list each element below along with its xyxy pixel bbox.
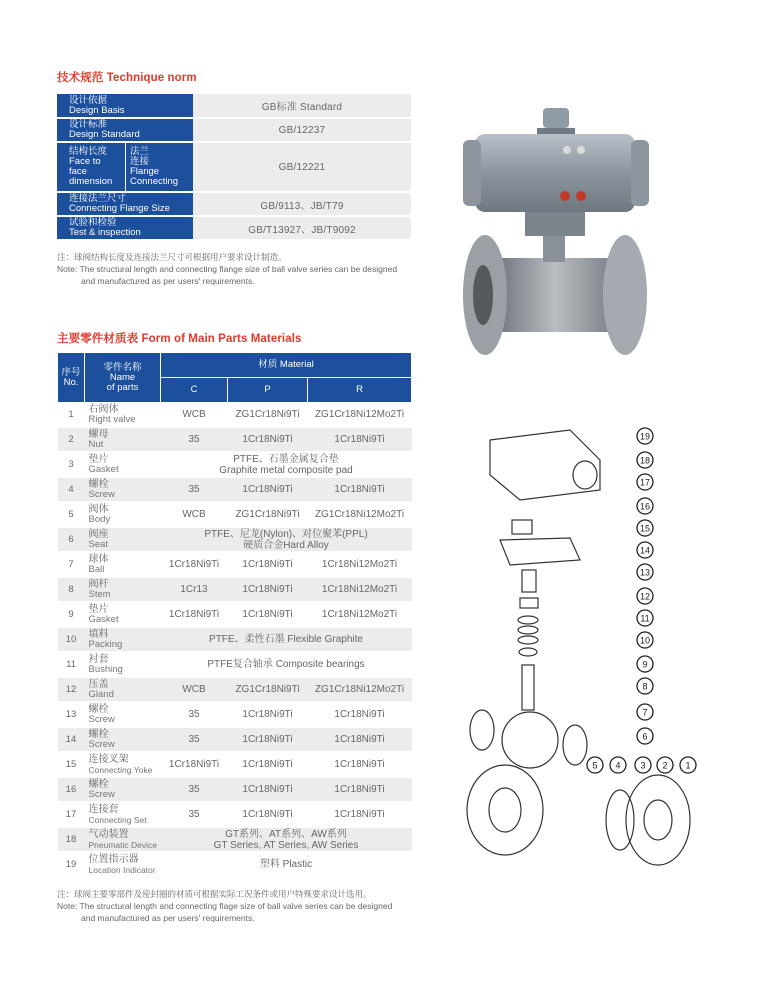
parts-row (58, 427, 412, 452)
row-part-name: 螺母 Nut (85, 427, 161, 452)
row-part-name: 压盖 Gland (85, 677, 161, 702)
tech-sublabel-flange: 法兰 连接 Flange Connecting (126, 143, 194, 191)
row-material-c: 1Cr13 (161, 577, 228, 602)
callout-label: 11 (640, 613, 650, 624)
parts-row (58, 777, 412, 802)
row-material-p: 1Cr18Ni9Ti (228, 427, 308, 452)
parts-row (58, 527, 412, 552)
row-no: 5 (58, 502, 85, 527)
row-no: 3 (58, 452, 85, 477)
row-material-span: PTFE、尼龙(Nylon)、对位聚苯(PPL) 硬质合金Hard Alloy (161, 527, 412, 552)
row-part-name: 阀体 Body (85, 502, 161, 527)
row-material-p: 1Cr18Ni9Ti (228, 802, 308, 827)
callout-label: 4 (615, 760, 621, 771)
row-material-span: 塑料 Plastic (161, 852, 412, 877)
row-material-c: 1Cr18Ni9Ti (161, 752, 228, 777)
parts-row (58, 477, 412, 502)
row-material-span: PTFE、石墨金属复合垫 Graphite metal composite pad (161, 452, 412, 477)
row-material-p: 1Cr18Ni9Ti (228, 777, 308, 802)
header-name: 零件名称 Name of parts (85, 353, 161, 403)
callout-label: 2 (662, 760, 668, 771)
header-no: 序号 No. (58, 353, 85, 403)
callout-label: 9 (642, 659, 648, 670)
parts-row (58, 752, 412, 777)
row-no: 12 (58, 677, 85, 702)
parts-row (58, 677, 412, 702)
row-material-p: ZG1Cr18Ni9Ti (228, 502, 308, 527)
row-no: 9 (58, 602, 85, 627)
row-part-name: 垫片 Gasket (85, 452, 161, 477)
parts-row (58, 577, 412, 602)
parts-note: 注：球阀主要零部件及密封圈的材质可根据实际工况条件或用户特殊要求设计选用。 Note: The structural length and connecting flage size of ball valve series can be designed and manufactured as per users' requirements. (57, 889, 393, 923)
parts-row (58, 652, 412, 677)
tech-label-face: 结构长度 Face to face dimension 法兰 连接 Flange Connecting (57, 142, 193, 192)
parts-row (58, 802, 412, 827)
row-no: 2 (58, 427, 85, 452)
tech-value-basis: GB标准 Standard (193, 94, 411, 118)
parts-row (58, 827, 412, 852)
row-part-name: 连接叉架 Connecting Yoke (85, 752, 161, 777)
valve-photo (455, 108, 655, 358)
row-part-name: 螺栓 Screw (85, 727, 161, 752)
callout-label: 1 (685, 760, 691, 771)
row-material-span: PTFE复合轴承 Composite bearings (161, 652, 412, 677)
row-no: 4 (58, 477, 85, 502)
row-no: 8 (58, 577, 85, 602)
tech-label-flange-size: 连接法兰尺寸 Connecting Flange Size (57, 192, 193, 216)
row-no: 19 (58, 852, 85, 877)
row-material-r: 1Cr18Ni9Ti (308, 702, 412, 727)
callout-label: 10 (639, 635, 651, 646)
row-material-c: WCB (161, 677, 228, 702)
row-material-c: 35 (161, 427, 228, 452)
row-no: 1 (58, 403, 85, 428)
row-material-span: PTFE、柔性石墨 Flexible Graphite (161, 627, 412, 652)
row-material-c: 1Cr18Ni9Ti (161, 552, 228, 577)
callout-label: 12 (639, 591, 651, 602)
callout-label: 15 (639, 523, 651, 534)
tech-value-standard: GB/12237 (193, 118, 411, 142)
row-part-name: 螺栓 Screw (85, 777, 161, 802)
row-no: 13 (58, 702, 85, 727)
row-no: 15 (58, 752, 85, 777)
row-part-name: 位置指示器 Location Indicator (85, 852, 161, 877)
row-part-name: 气动装置 Pneumatic Device (85, 827, 161, 852)
parts-row (58, 403, 412, 428)
row-material-p: 1Cr18Ni9Ti (228, 727, 308, 752)
parts-table (57, 352, 412, 878)
callout-label: 5 (592, 760, 598, 771)
row-material-c: 35 (161, 802, 228, 827)
row-material-p: 1Cr18Ni9Ti (228, 702, 308, 727)
row-part-name: 螺栓 Screw (85, 477, 161, 502)
row-material-r: 1Cr18Ni9Ti (308, 752, 412, 777)
row-no: 18 (58, 827, 85, 852)
header-material: 材质 Material (161, 353, 412, 378)
row-no: 14 (58, 727, 85, 752)
parts-row (58, 727, 412, 752)
technique-table (57, 94, 411, 241)
row-material-p: ZG1Cr18Ni9Ti (228, 403, 308, 428)
callout-label: 18 (639, 455, 651, 466)
row-material-p: 1Cr18Ni9Ti (228, 552, 308, 577)
row-material-r: 1Cr18Ni9Ti (308, 777, 412, 802)
parts-row (58, 702, 412, 727)
row-part-name: 阀杆 Stem (85, 577, 161, 602)
row-part-name: 填料 Packing (85, 627, 161, 652)
row-no: 10 (58, 627, 85, 652)
callout-label: 13 (639, 567, 651, 578)
row-part-name: 右阀体 Right valve (85, 403, 161, 428)
callout-label: 8 (642, 681, 648, 692)
callout-label: 6 (642, 731, 648, 742)
row-material-p: 1Cr18Ni9Ti (228, 602, 308, 627)
tech-label-standard: 设计标准 Design Standard (57, 118, 193, 142)
parts-row (58, 602, 412, 627)
callout-label: 7 (642, 707, 648, 718)
tech-value-flange-size: GB/9113、JB/T79 (193, 192, 411, 216)
row-part-name: 连接套 Connecting Set (85, 802, 161, 827)
callout-label: 16 (639, 501, 651, 512)
parts-row (58, 502, 412, 527)
callout-label: 3 (640, 760, 646, 771)
tech-label-basis: 设计依据 Design Basis (57, 94, 193, 118)
row-material-r: 1Cr18Ni12Mo2Ti (308, 552, 412, 577)
row-material-p: 1Cr18Ni9Ti (228, 477, 308, 502)
header-col-r: R (308, 378, 412, 403)
row-material-c: 35 (161, 477, 228, 502)
row-material-r: 1Cr18Ni9Ti (308, 727, 412, 752)
row-material-r: 1Cr18Ni12Mo2Ti (308, 602, 412, 627)
parts-row (58, 452, 412, 477)
row-no: 11 (58, 652, 85, 677)
tech-label-test: 试验和检验 Test & inspection (57, 216, 193, 240)
row-material-r: ZG1Cr18Ni12Mo2Ti (308, 403, 412, 428)
row-part-name: 衬套 Bushing (85, 652, 161, 677)
parts-row (58, 852, 412, 877)
technique-note: 注：球阀结构长度及连接法兰尺寸可根据用户要求设计制造。 Note: The structural length and connecting flange size of ball valve series can be designed and manufactured as per users' requirements. (57, 252, 398, 286)
row-material-c: 35 (161, 727, 228, 752)
row-no: 16 (58, 777, 85, 802)
callout-label: 19 (639, 431, 651, 442)
technique-title: 技术规范 Technique norm (57, 72, 197, 84)
header-col-c: C (161, 378, 228, 403)
row-material-r: 1Cr18Ni9Ti (308, 477, 412, 502)
row-material-r: 1Cr18Ni12Mo2Ti (308, 577, 412, 602)
parts-row (58, 552, 412, 577)
row-material-c: WCB (161, 502, 228, 527)
row-material-c: 1Cr18Ni9Ti (161, 602, 228, 627)
row-material-c: 35 (161, 777, 228, 802)
row-material-r: 1Cr18Ni9Ti (308, 427, 412, 452)
row-material-p: ZG1Cr18Ni9Ti (228, 677, 308, 702)
tech-value-face: GB/12221 (193, 142, 411, 192)
callout-label: 17 (639, 477, 651, 488)
row-material-p: 1Cr18Ni9Ti (228, 577, 308, 602)
row-no: 17 (58, 802, 85, 827)
parts-row (58, 627, 412, 652)
row-part-name: 垫片 Gasket (85, 602, 161, 627)
parts-title: 主要零件材质表 Form of Main Parts Materials (57, 333, 302, 345)
row-material-span: GT系列、AT系列、AW系列 GT Series, AT Series, AW Series (161, 827, 412, 852)
callout-label: 14 (639, 545, 651, 556)
row-part-name: 阀座 Seat (85, 527, 161, 552)
row-material-r: ZG1Cr18Ni12Mo2Ti (308, 677, 412, 702)
tech-value-test: GB/T13927、JB/T9092 (193, 216, 411, 240)
row-material-r: 1Cr18Ni9Ti (308, 802, 412, 827)
row-no: 6 (58, 527, 85, 552)
header-col-p: P (228, 378, 308, 403)
row-material-r: ZG1Cr18Ni12Mo2Ti (308, 502, 412, 527)
row-material-c: WCB (161, 403, 228, 428)
row-material-p: 1Cr18Ni9Ti (228, 752, 308, 777)
row-part-name: 螺栓 Screw (85, 702, 161, 727)
row-part-name: 球体 Ball (85, 552, 161, 577)
row-no: 7 (58, 552, 85, 577)
row-material-c: 35 (161, 702, 228, 727)
exploded-diagram (460, 420, 700, 895)
